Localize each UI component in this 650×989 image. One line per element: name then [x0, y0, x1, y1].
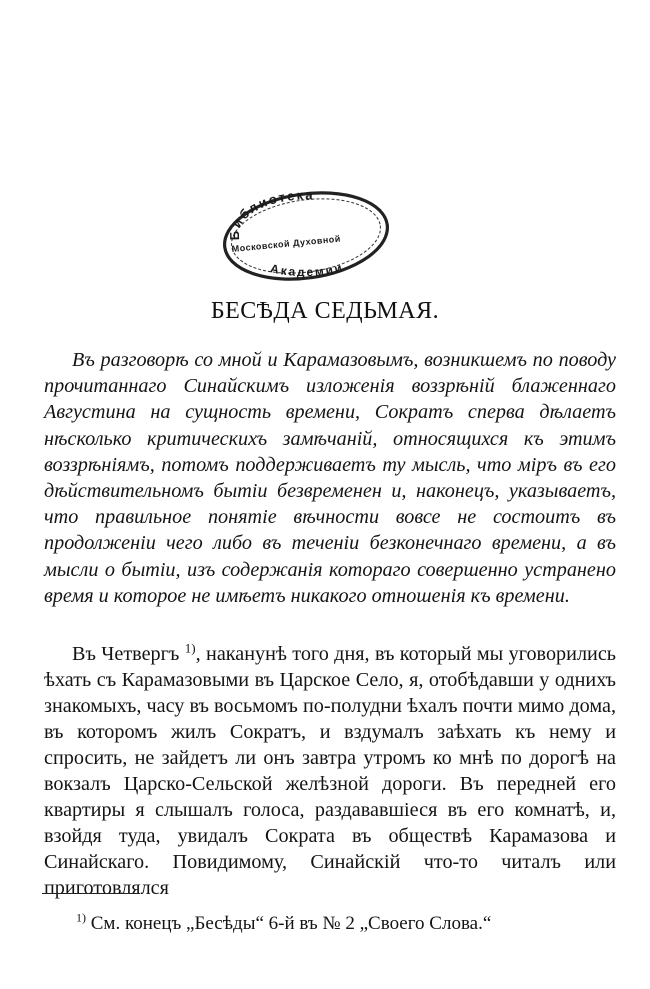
stamp-bottom-text: Академии	[269, 260, 346, 280]
body-text-rest: , наканунѣ того дня, въ который мы уговорились ѣхать съ Карамазовыми въ Царское Село, я, отобѣдавши у однихъ знакомыхъ, часу въ восьмомъ по-полудни ѣхалъ почти мимо дома, въ которомъ жилъ Сократъ, и вздумалъ заѣхать къ нему и спросить, не зайдетъ ли онъ завтра утромъ ко мнѣ по дорогѣ на вокзалъ Царско-Сельской желѣзной дороги. Въ передней его квартиры я слышалъ голоса, раздававшіеся въ его комнатѣ, и, взойдя туда, увидалъ Сократа въ обществѣ Карамазова и Синайскаго. Повидимому, Синайскій что-то читалъ или приготовлялся	[44, 643, 616, 899]
library-stamp	[218, 188, 394, 284]
svg-text:Библиотека	[227, 188, 315, 240]
footnote-text: См. конецъ „Бесѣды“ 6-й въ № 2 „Своего Слова.“	[86, 913, 492, 934]
body-text-start: Въ Четвергъ	[72, 643, 185, 665]
stamp-top-text: Библиотека	[226, 188, 315, 241]
footnote	[76, 912, 616, 936]
footnote-reference: 1)	[184, 640, 196, 656]
chapter-summary: Въ разговорѣ со мной и Карамазовымъ, возникшемъ по поводу прочитаннаго Синайскимъ изложенія воззрѣній блаженнаго Августина на сущность времени, Сократъ сперва дѣлаетъ нѣсколько критическихъ замѣчаній, относящихся къ этимъ воззрѣніямъ, потомъ поддерживаетъ ту мысль, что міръ въ его дѣйствительномъ бытіи безвременен и, наконецъ, указываетъ, что правильное понятіе вѣчности вовсе не состоитъ въ продолженіи чего либо въ теченіи безконечнаго времени, а въ мысли о бытіи, изъ содержанія котораго совершенно устранено время и которое не имѣетъ никакого отношенія къ времени.	[44, 349, 616, 607]
library-stamp-drawing	[218, 188, 394, 284]
chapter-title: БЕСѢДА СЕДЬМАЯ.	[210, 298, 440, 324]
svg-text:Академии	[269, 260, 345, 279]
footnote-separator	[42, 893, 140, 894]
svg-text:Московской Духовной	[231, 234, 341, 254]
stamp-middle-text: Московской Духовной	[231, 233, 342, 254]
body-paragraph	[44, 641, 616, 901]
footnote-number: 1)	[76, 910, 86, 925]
